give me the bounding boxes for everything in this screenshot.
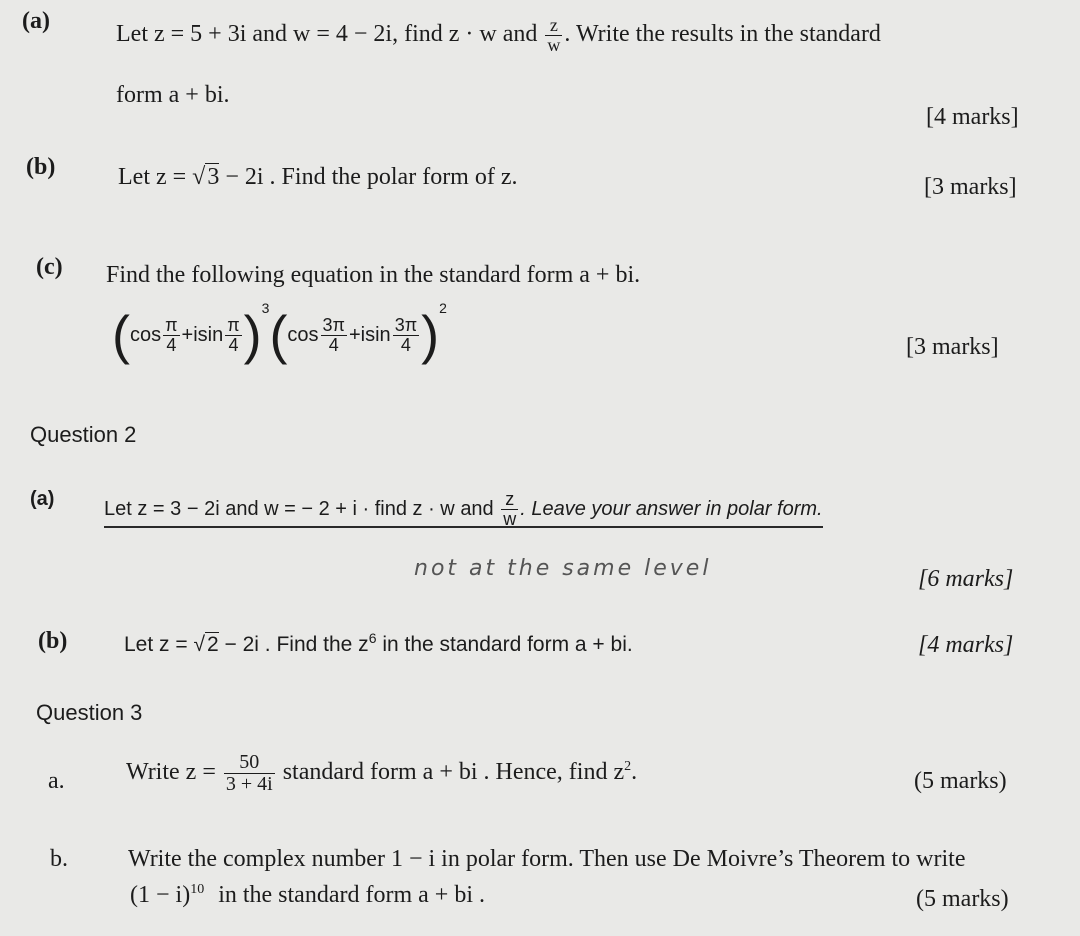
- q1b-marks: [3 marks]: [924, 174, 1017, 200]
- q2a-fraction: [501, 490, 518, 529]
- q1c-frac3: [321, 316, 347, 355]
- q3b-base: (1 − i): [130, 882, 191, 908]
- q3a-write: Write z =: [126, 759, 216, 786]
- q1a-line2: form a + bi.: [116, 82, 230, 108]
- q1b-label: (b): [26, 154, 56, 180]
- q3a-frac-den: 3 + 4i: [225, 773, 273, 795]
- q1c-frac4: [393, 316, 419, 355]
- q1c-frac4-num: 3π: [394, 315, 418, 336]
- q3a-label: a.: [48, 768, 65, 794]
- q1c-marks: [3 marks]: [906, 334, 999, 360]
- q1a-line1: [116, 16, 881, 55]
- q1c-label: (c): [36, 254, 63, 280]
- q1a-fraction: [545, 16, 562, 55]
- q1c-frac1-num: π: [165, 315, 178, 336]
- q1a-z-expr: z = 5 + 3i: [153, 20, 247, 47]
- q2a-marks: [6 marks]: [918, 566, 1014, 592]
- q2a-frac-num: z: [501, 490, 518, 510]
- q3a-fraction: [224, 752, 275, 795]
- q1a-and2: and: [502, 20, 538, 47]
- q1b-prefix: Let z =: [118, 164, 193, 190]
- q1c-frac1: [163, 316, 179, 355]
- q2b-sqrt-arg: 2: [207, 633, 219, 656]
- q2-heading: Question 2: [30, 422, 137, 447]
- q3a-exp: 2: [624, 759, 632, 775]
- q2a-prefix: Let z = 3 − 2i and w = − 2 + i · find: [104, 497, 407, 520]
- q3a-marks: (5 marks): [914, 768, 1007, 794]
- q1c-frac2-den: 4: [228, 335, 239, 356]
- q2a-underlined: [104, 489, 823, 529]
- q1a-tail: . Write the results in the standard: [564, 20, 881, 47]
- q3b-line1: Write the complex number 1 − i in polar form. Then use De Moivre’s Theorem to write: [128, 846, 966, 872]
- q1c-exp2: 2: [439, 300, 447, 316]
- q1c-exp1: 3: [261, 300, 270, 316]
- q1c-text: Find the following equation in the standard form a + bi.: [106, 262, 641, 288]
- q1a-and: and: [252, 20, 288, 47]
- q2b-prefix: Let z =: [124, 633, 194, 656]
- q1a-frac-num: z: [545, 16, 562, 36]
- q1c-cos2: cos: [287, 324, 319, 346]
- q1b-sqrt-arg: 3: [207, 164, 220, 190]
- q1c-frac3-den: 4: [328, 335, 339, 356]
- q1c-isin1: +isin: [181, 324, 224, 346]
- q1a-frac-den: w: [547, 34, 561, 55]
- q2b-text: Let z = √2 − 2i . Find the $z^6$ in the standard form a + bi.: [124, 630, 633, 656]
- q1b-suffix: − 2i . Find the polar form of z.: [219, 164, 518, 190]
- q1c-cos1: cos: [129, 324, 162, 346]
- q1a-zw: z · w: [448, 20, 497, 47]
- q3-heading: Question 3: [36, 700, 143, 725]
- q2a-text: [104, 490, 823, 529]
- q2a-and: and: [460, 497, 494, 520]
- q2a-label: (a): [30, 488, 55, 510]
- q3b-marks: (5 marks): [916, 886, 1009, 912]
- q2b-mid: − 2i . Find the z: [218, 633, 369, 656]
- q1c-frac2: [225, 316, 241, 355]
- q1a-label: (a): [22, 8, 50, 34]
- q1c-frac3-num: 3π: [322, 315, 345, 336]
- q1c-isin2: +isin: [348, 324, 391, 346]
- q1c-frac4-den: 4: [400, 335, 411, 356]
- q1c-expression: (cos $\frac{\pi}{4}$ +isin $\frac{\pi}{4}$ )$^3$(cos $\frac{3\pi}{4}$ +isin $\frac{3\pi}{4}$ )$^2$: [112, 300, 447, 366]
- q1a-marks: [4 marks]: [926, 104, 1019, 130]
- q1a-let: Let: [116, 20, 148, 47]
- q2b-label: (b): [38, 628, 68, 654]
- q3a-tail: standard form a + bi . Hence, find z: [282, 759, 625, 786]
- q1b-text: Let z = √3 − 2i . Find the polar form of z.: [118, 164, 518, 190]
- q3b-line2: [130, 882, 485, 909]
- q1a-find: , find: [392, 20, 443, 47]
- q3a-period: .: [631, 759, 638, 786]
- q1c-frac2-num: π: [227, 315, 240, 336]
- q2b-suffix: in the standard form a + bi.: [376, 633, 633, 656]
- q3a-frac-num: 50: [224, 752, 275, 774]
- q3b-label: b.: [50, 846, 68, 872]
- q1a-w-expr: w = 4 − 2i: [293, 20, 393, 47]
- q2b-exp: 6: [368, 630, 377, 646]
- q2a-handwritten-note: not at the same level: [414, 556, 712, 581]
- q3b-tail: in the standard form a + bi .: [218, 882, 485, 908]
- q2a-tail: . Leave your answer in polar form.: [520, 497, 823, 520]
- q2a-frac-den: w: [503, 508, 517, 529]
- q3b-exp: 10: [190, 882, 205, 897]
- q3a-text: [126, 752, 637, 795]
- q1c-frac1-den: 4: [166, 335, 177, 356]
- q2b-marks: [4 marks]: [918, 632, 1014, 658]
- q2a-zw: z · w: [412, 497, 455, 520]
